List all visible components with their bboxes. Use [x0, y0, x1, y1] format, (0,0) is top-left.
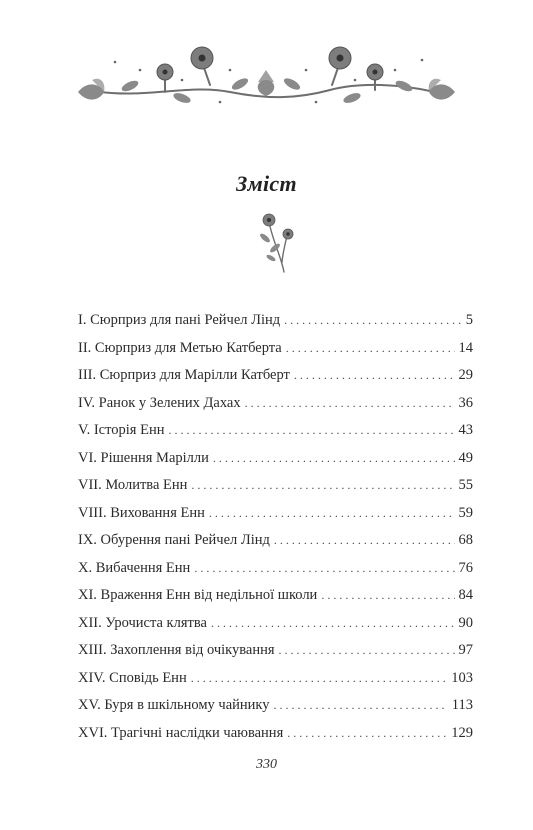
toc-entry-page: 59 [458, 504, 473, 521]
toc-entry-page: 29 [458, 367, 473, 383]
dot-leader [286, 335, 455, 363]
dot-leader [191, 472, 454, 500]
toc-entry-page: 43 [458, 422, 473, 438]
toc-entry-title: V. Історія Енн [78, 422, 165, 438]
dot-leader [284, 307, 462, 335]
toc-entry-title: VII. Молитва Енн [78, 477, 188, 493]
toc-entry-page: 103 [451, 669, 473, 686]
toc-entry [78, 390, 473, 418]
toc-entry-title: IV. Ранок у Зелених Дахах [78, 394, 241, 411]
toc-entry [78, 527, 473, 555]
toc-entry [78, 417, 473, 445]
toc-entry-page: 129 [451, 724, 473, 741]
toc-entry-page: 76 [458, 559, 473, 576]
toc-entry-page: 5 [465, 312, 473, 328]
dot-leader [209, 500, 455, 528]
dot-leader [294, 362, 455, 390]
toc-entry-title: II. Сюрприз для Метью Катберта [78, 339, 282, 356]
floral-garland-icon [70, 40, 463, 110]
toc-entry-page: 14 [458, 339, 473, 356]
toc-entry [78, 555, 473, 583]
toc-entry [78, 720, 473, 748]
toc-entry [78, 362, 473, 390]
toc-entry-title: III. Сюрприз для Марілли Катберт [78, 367, 290, 383]
toc-entry-title: XV. Буря в шкільному чайнику [78, 697, 270, 713]
toc-entry-page: 68 [458, 532, 473, 548]
toc-entry-page: 90 [458, 614, 473, 631]
dot-leader [274, 692, 448, 720]
dot-leader [287, 720, 447, 748]
toc-entry-page: 84 [458, 587, 473, 603]
toc-entry-title: XIV. Сповідь Енн [78, 669, 187, 686]
toc-entry [78, 582, 473, 610]
toc-entry [78, 637, 473, 665]
toc-entry [78, 307, 473, 335]
toc-entry [78, 500, 473, 528]
toc-entry-page: 49 [458, 449, 473, 466]
toc-entry [78, 472, 473, 500]
toc-entry-title: VI. Рішення Марілли [78, 449, 209, 466]
toc-entry-title: X. Вибачення Енн [78, 559, 191, 576]
dot-leader [194, 555, 454, 583]
dot-leader [245, 390, 455, 418]
toc-entry-title: VIII. Виховання Енн [78, 504, 205, 521]
toc-entry-title: XI. Враження Енн від недільної школи [78, 587, 318, 603]
dot-leader [321, 582, 454, 610]
table-of-contents [78, 307, 473, 747]
toc-entry-title: XIII. Захоплення від очікування [78, 642, 275, 658]
toc-entry [78, 445, 473, 473]
toc-entry-page: 97 [458, 642, 473, 658]
toc-entry-page: 113 [451, 697, 473, 713]
dot-leader [274, 527, 455, 555]
dot-leader [213, 445, 455, 473]
toc-entry-page: 55 [458, 477, 473, 493]
toc-entry-title: I. Сюрприз для пані Рейчел Лінд [78, 312, 281, 328]
dot-leader [168, 417, 454, 445]
dot-leader [279, 637, 455, 665]
toc-entry-title: XVI. Трагічні наслідки чаювання [78, 724, 284, 741]
page-number: 330 [256, 757, 277, 772]
dot-leader [211, 610, 455, 638]
flower-sprig-icon [251, 212, 297, 274]
toc-entry-title: IX. Обурення пані Рейчел Лінд [78, 532, 270, 548]
toc-entry [78, 665, 473, 693]
toc-entry [78, 692, 473, 720]
toc-entry-title: XII. Урочиста клятва [78, 614, 207, 631]
toc-entry [78, 610, 473, 638]
page-title: Зміст [236, 171, 297, 196]
toc-entry [78, 335, 473, 363]
toc-entry-page: 36 [458, 394, 473, 411]
dot-leader [191, 665, 448, 693]
